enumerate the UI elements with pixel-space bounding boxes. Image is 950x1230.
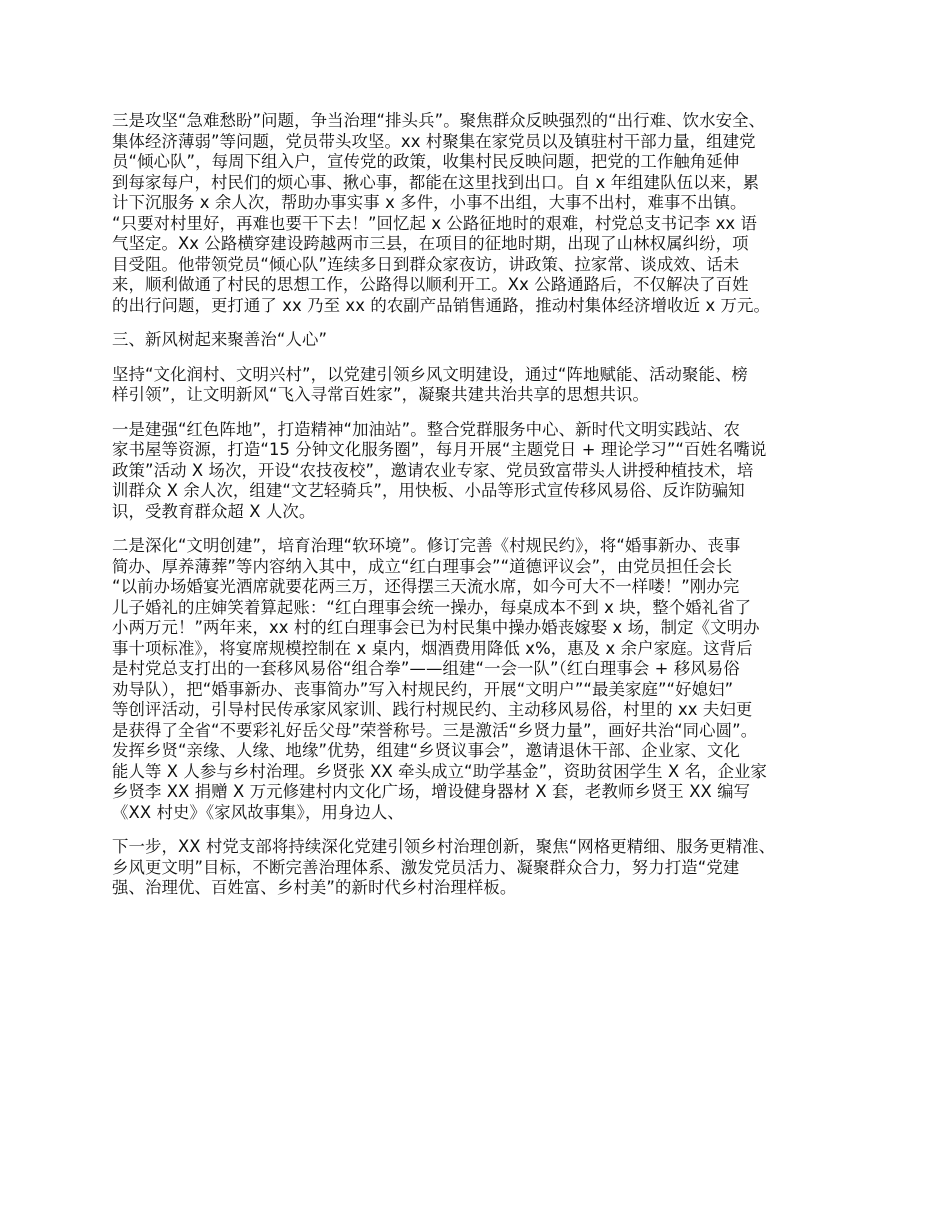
text-line: 儿子婚礼的庄婶笑着算起账：“红白理事会统一操办，每桌成本不到 x 块，整个婚礼省了: [112, 597, 752, 617]
text-line: 发挥乡贤“亲缘、人缘、地缘”优势，组建“乡贤议事会”，邀请退休干部、企业家、文化: [112, 741, 741, 760]
text-line: 家书屋等资源，打造“15 分钟文化服务圈”，每月开展“主题党日 + 理论学习”“百姓名嘴说: [112, 440, 767, 459]
text-line: 是获得了全省“不要彩礼好岳父母”荣誉称号。三是激活“乡贤力量”，画好共治“同心圆”。: [112, 720, 758, 740]
text-line: 到每家每户，村民们的烦心事、揪心事，都能在这里找到出口。自 x 年组建队伍以来，累: [112, 172, 760, 192]
section-heading-text: 三、新风树起来聚善治“人心”: [112, 330, 328, 349]
text-line: 小两万元！”两年来，xx 村的红白理事会已为村民集中操办婚丧嫁娶 x 场，制定《文明办: [112, 618, 760, 637]
text-line: 劝导队），把“婚事新办、丧事简办”写入村规民约，开展“文明户”“最美家庭”“好媳妇”: [112, 679, 734, 699]
document-page: [112, 111, 852, 913]
text-line: 识，受教育群众超 X 人次。: [112, 501, 316, 521]
text-line: 乡风更文明”目标，不断完善治理体系、激发党员活力、凝聚群众合力，努力打造“党建: [112, 857, 740, 877]
text-line: 政策”活动 X 场次，开设“农技夜校”，邀请农业专家、党员致富带头人讲授种植技术，培: [112, 460, 754, 480]
text-line: 简办、厚养薄葬”等内容纳入其中，成立“红白理事会”“道德评议会”，由党员担任会长: [112, 556, 733, 576]
text-line: 目受阻。他带领党员“倾心队”连续多日到群众家夜访，讲政策、拉家常、谈成效、话未: [112, 254, 740, 274]
text-line: 训群众 X 余人次，组建“文艺轻骑兵”，用快板、小品等形式宣传移风易俗、反诈防骗知: [112, 481, 745, 500]
paragraph-next-steps: [112, 837, 852, 899]
paragraph-section-intro: [112, 365, 852, 406]
text-line: 能人等 X 人参与乡村治理。乡贤张 XX 牵头成立“助学基金”，资助贫困学生 X 名，企业家: [112, 761, 768, 781]
paragraph-civilization-creation: [112, 536, 852, 823]
text-line: 来，顺利做通了村民的思想工作，公路得以顺利开工。Xx 公路通路后，不仅解决了百姓: [112, 275, 749, 294]
text-line: 二是深化“文明创建”，培育治理“软环境”。修订完善《村规民约》，将“婚事新办、丧事: [112, 536, 741, 555]
text-line: 《XX 村史》《家风故事集》，用身边人、: [112, 802, 404, 822]
text-line: “以前办场婚宴光酒席就要花两三万，还得摆三天流水席，如今可大不一样喽！”刚办完: [112, 577, 740, 596]
text-line: 强、治理优、百姓富、乡村美”的新时代乡村治理样板。: [112, 878, 517, 897]
text-line: 一是建强“红色阵地”，打造精神“加油站”。整合党群服务中心、新时代文明实践站、农: [112, 419, 741, 439]
text-line: 样引领”，让文明新风“飞入寻常百姓家”，凝聚共建共治共享的思想共识。: [112, 385, 649, 404]
text-line: 三是攻坚“急难愁盼”问题，争当治理“排头兵”。聚焦群众反映强烈的“出行难、饮水安全、: [112, 111, 766, 130]
text-line: 员“倾心队”，每周下组入户，宣传党的政策，收集村民反映问题，把党的工作触角延伸: [112, 152, 740, 171]
text-line: 事十项标准》，将宴席规模控制在 x 桌内，烟酒费用降低 x%，惠及 x 余户家庭。这背后: [112, 638, 753, 658]
text-line: 的出行问题，更打通了 xx 乃至 xx 的农副产品销售通路，推动村集体经济增收近 x 万元。: [112, 295, 771, 315]
text-line: “只要对村里好，再难也要干下去！”回忆起 x 公路征地时的艰难，村党总支书记李 xx 语: [112, 213, 757, 233]
text-line: 坚持“文化润村、文明兴村”，以党建引领乡风文明建设，通过“阵地赋能、活动聚能、榜: [112, 364, 748, 384]
section-heading: [112, 330, 852, 351]
text-line: 是村党总支打出的一套移风易俗“组合拳”——组建“一会一队”（红白理事会 + 移风易俗: [112, 659, 740, 678]
paragraph-red-position: [112, 420, 852, 523]
paragraph-tackle-urgent-issues: [112, 111, 852, 316]
text-line: 乡贤李 XX 捐赠 X 万元修建村内文化广场，增设健身器材 X 套，老教师乡贤王 XX 编写: [112, 782, 751, 801]
text-line: 气坚定。Xx 公路横穿建设跨越两市三县，在项目的征地时期，出现了山林权属纠纷，项: [112, 234, 749, 253]
text-line: 集体经济薄弱”等问题，党员带头攻坚。xx 村聚集在家党员以及镇驻村干部力量，组建党: [112, 131, 756, 151]
text-line: 等创评活动，引导村民传承家风家训、践行村规民约、主动移风易俗，村里的 xx 夫妇更: [112, 700, 753, 719]
text-line: 计下沉服务 x 余人次，帮助办事实事 x 多件，小事不出组，大事不出村，难事不出镇。: [112, 193, 747, 212]
text-line: 下一步，XX 村党支部将持续深化党建引领乡村治理创新，聚焦“网格更精细、服务更精准、: [112, 837, 776, 856]
